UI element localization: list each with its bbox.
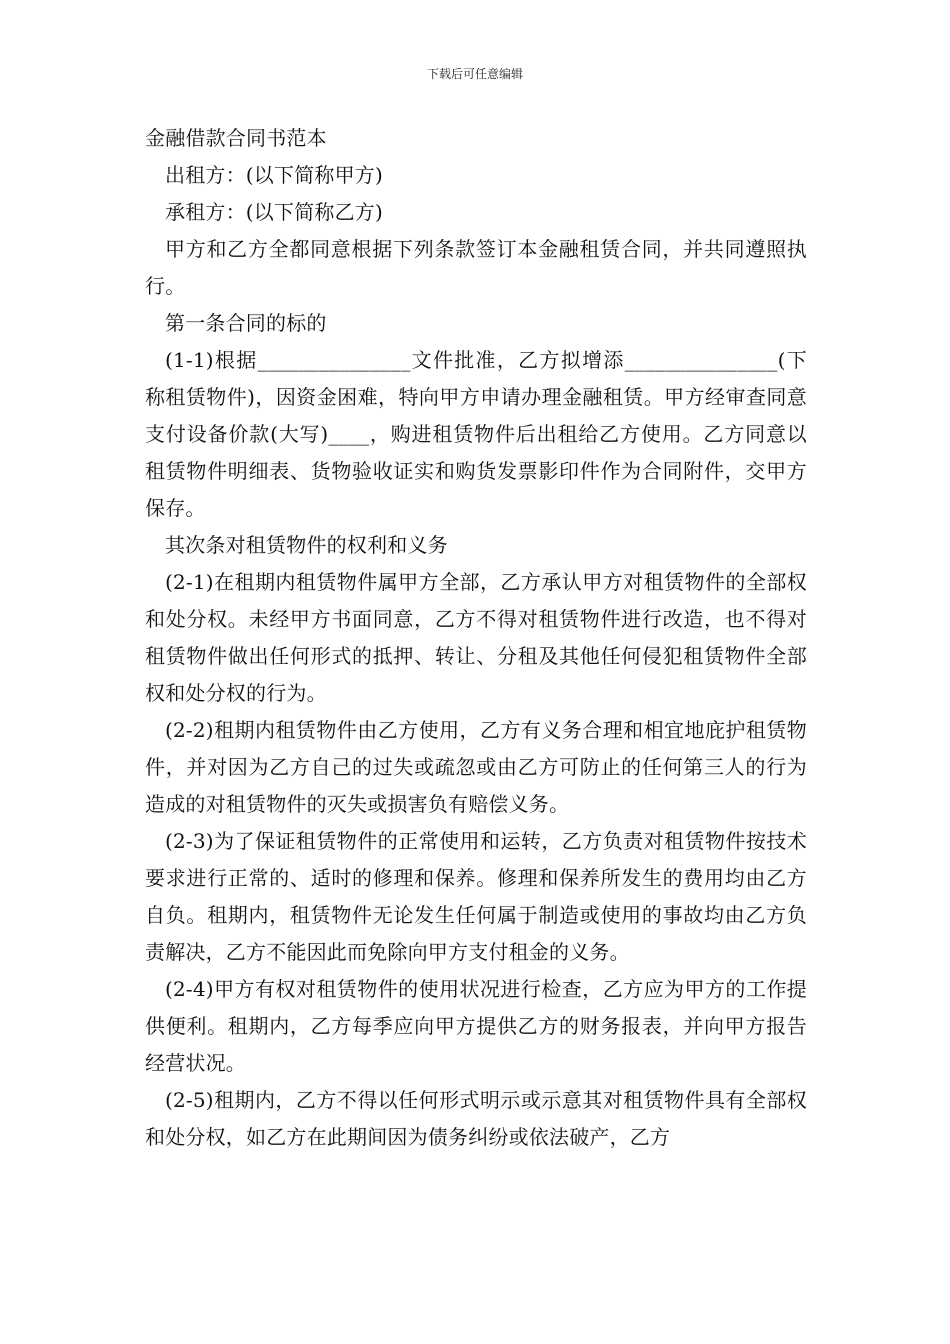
- clause-1-1: (1-1)根据_______________文件批准，乙方拟增添_______________(下称租赁物件)，因资金困难，特向甲方申请办理金融租赁。甲方经审查同意支付设备价款(大写)____，购进租赁物件后出租给乙方使用。乙方同意以租赁物件明细表、货物验收证实和购货发票影印件作为合同附件，交甲方保存。: [145, 348, 807, 520]
- document-body: [145, 120, 807, 1156]
- clause-2-1: (2-1)在租期内租赁物件属甲方全部，乙方承认甲方对租赁物件的全部权和处分权。未经甲方书面同意，乙方不得对租赁物件进行改造，也不得对租赁物件做出任何形式的抵押、转让、分租及其他任何侵犯租赁物件全部权和处分权的行为。: [145, 570, 807, 705]
- preamble-paragraph: 甲方和乙方全都同意根据下列条款签订本金融租赁合同，并共同遵照执行。: [145, 237, 807, 298]
- lessor-line: 出租方：(以下简称甲方): [165, 163, 384, 187]
- document-title: 金融借款合同书范本: [145, 126, 327, 150]
- clause-2-5: (2-5)租期内，乙方不得以任何形式明示或示意其对租赁物件具有全部权和处分权，如乙方在此期间因为债务纠纷或依法破产，乙方: [145, 1088, 807, 1149]
- page-header-note: 下载后可任意编辑: [426, 67, 523, 81]
- lessee-line: 承租方：(以下简称乙方): [165, 200, 384, 224]
- clause-2-4: (2-4)甲方有权对租赁物件的使用状况进行检查，乙方应为甲方的工作提供便利。租期内，乙方每季应向甲方提供乙方的财务报表，并向甲方报告经营状况。: [145, 977, 807, 1075]
- article-2-heading: 其次条对租赁物件的权利和义务: [165, 533, 448, 557]
- clause-2-3: (2-3)为了保证租赁物件的正常使用和运转，乙方负责对租赁物件按技术要求进行正常的、适时的修理和保养。修理和保养所发生的费用均由乙方自负。租期内，租赁物件无论发生任何属于制造或使用的事故均由乙方负责解决，乙方不能因此而免除向甲方支付租金的义务。: [145, 829, 807, 964]
- clause-2-2: (2-2)租期内租赁物件由乙方使用，乙方有义务合理和相宜地庇护租赁物件，并对因为乙方自己的过失或疏忽或由乙方可防止的任何第三人的行为造成的对租赁物件的灭失或损害负有赔偿义务。: [145, 718, 807, 816]
- article-1-heading: 第一条合同的标的: [165, 311, 327, 335]
